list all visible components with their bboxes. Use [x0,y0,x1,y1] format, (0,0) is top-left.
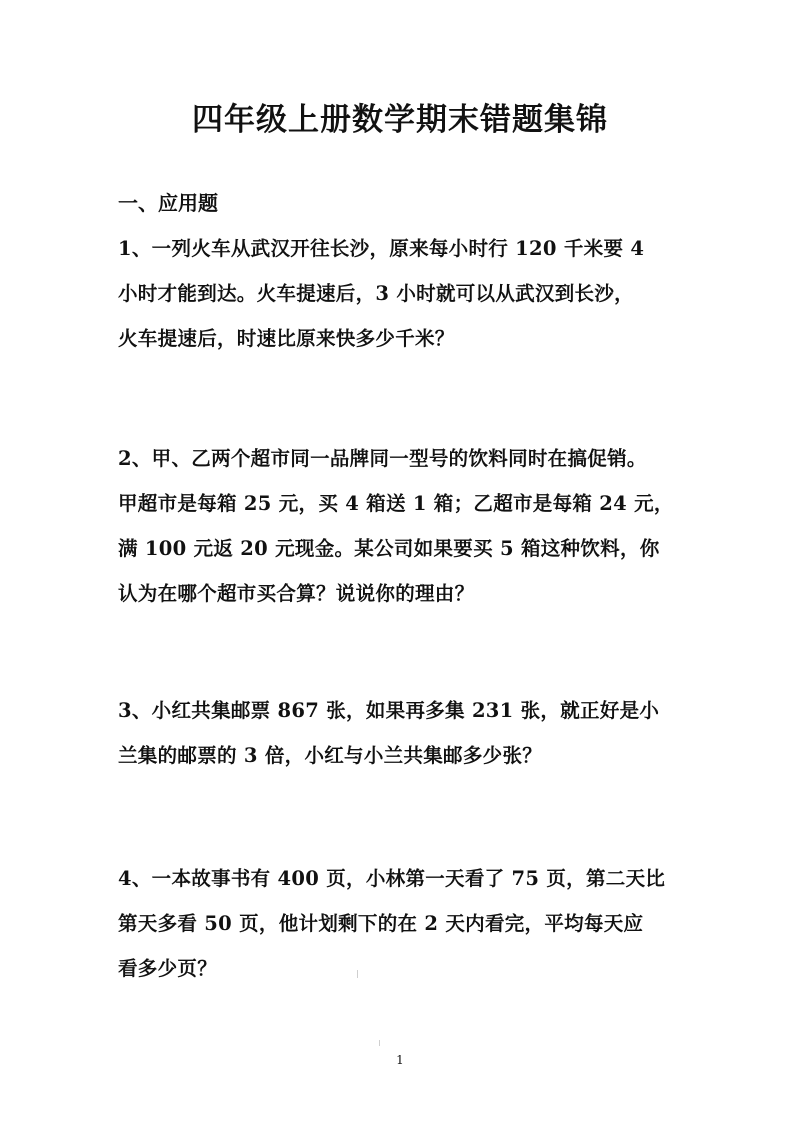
question-line: 4、一本故事书有 400 页，小林第一天看了 75 页，第二天比 [118,867,666,890]
document-title: 四年级上册数学期末错题集锦 [192,102,608,138]
section-heading: 一、应用题 [118,191,218,215]
question-line: 小时才能到达。火车提速后，3 小时就可以从武汉到长沙， [118,282,634,305]
scan-speck [379,1040,380,1046]
question-2 [118,436,690,616]
question-4 [118,856,690,991]
question-line: 满 100 元返 20 元现金。某公司如果要买 5 箱这种饮料，你 [118,537,660,560]
question-3 [118,688,690,778]
question-line: 看多少页？ [118,957,218,980]
question-line: 认为在哪个超市买合算？说说你的理由？ [118,582,475,605]
question-line: 3、小红共集邮票 867 张，如果再多集 231 张，就正好是小 [118,699,660,722]
question-line: 第天多看 50 页，他计划剩下的在 2 天内看完，平均每天应 [118,912,644,935]
scan-speck [357,970,358,978]
question-line: 甲超市是每箱 25 元，买 4 箱送 1 箱；乙超市是每箱 24 元， [118,492,674,515]
question-line: 1、一列火车从武汉开往长沙，原来每小时行 120 千米要 4 [118,237,645,260]
question-line: 兰集的邮票的 3 倍，小红与小兰共集邮多少张？ [118,744,543,767]
page-number: 1 [396,1053,404,1067]
question-1 [118,226,690,361]
question-line: 2、甲、乙两个超市同一品牌同一型号的饮料同时在搞促销。 [118,447,647,470]
question-line: 火车提速后，时速比原来快多少千米？ [118,327,455,350]
